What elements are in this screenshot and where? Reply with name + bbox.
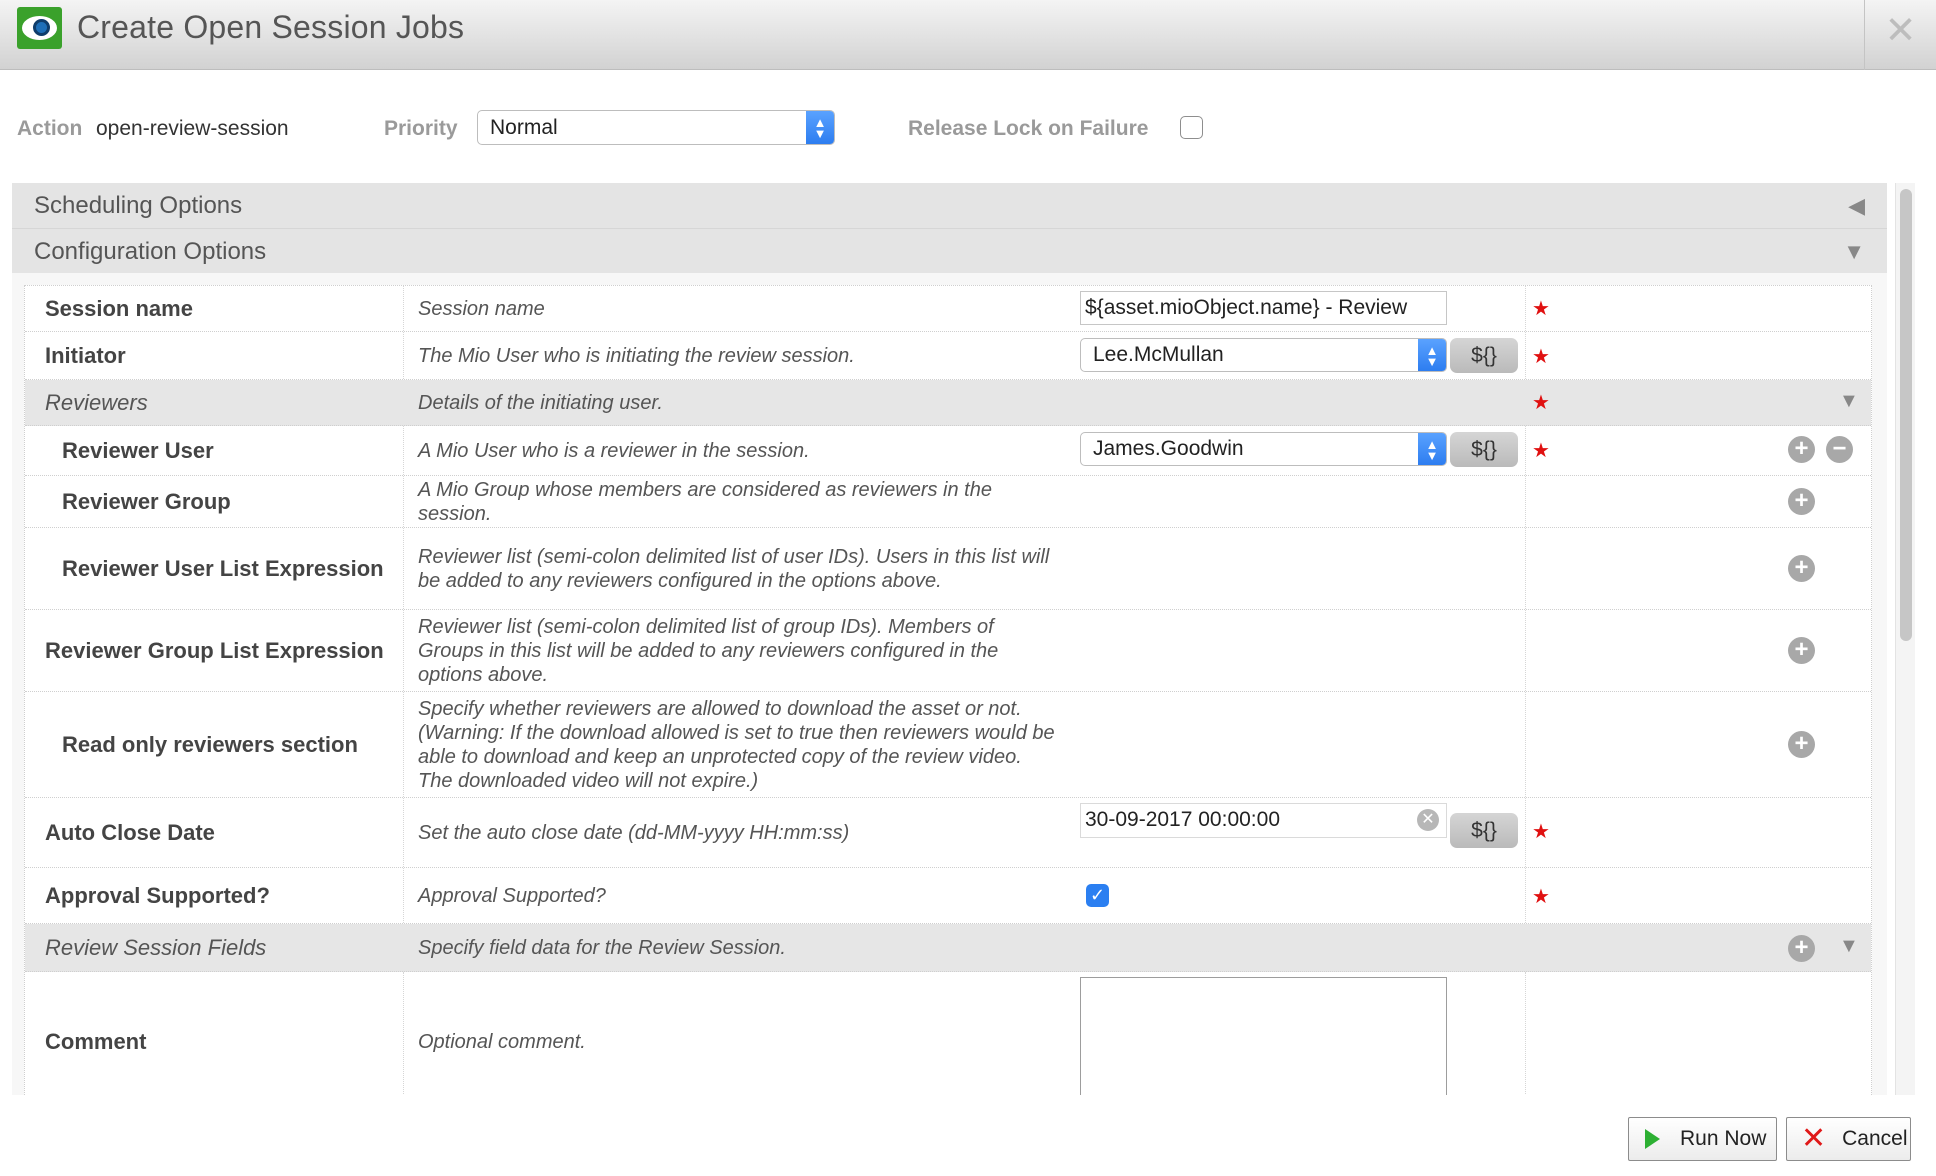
auto-close-expression-button[interactable]: ${} [1450,813,1518,848]
cancel-button[interactable] [1786,1117,1911,1161]
reviewer-user-expression-button[interactable]: ${} [1450,432,1518,467]
initiator-value: Lee.McMullan [1093,343,1224,366]
priority-label: Priority [384,117,458,140]
row-name: Read only reviewers section [62,731,358,757]
run-now-button[interactable] [1628,1117,1777,1161]
expand-down-icon[interactable]: ▼ [1839,390,1859,412]
required-marker-icon: ★ [1532,440,1550,462]
add-icon[interactable]: + [1788,637,1815,664]
reviewer-user-value: James.Goodwin [1093,437,1244,460]
table-row-reviewer-group [25,476,1871,528]
row-description: Session name [418,297,545,320]
auto-close-date-input[interactable]: 30-09-2017 00:00:00 [1080,803,1447,838]
table-row-reviewer-user-list [25,528,1871,610]
expand-down-icon: ▼ [1843,239,1865,264]
vertical-scrollbar[interactable] [1895,183,1915,1095]
table-row-initiator [25,332,1871,380]
required-marker-icon: ★ [1532,392,1550,414]
scheduling-options-label: Scheduling Options [34,192,243,219]
expand-down-icon[interactable]: ▼ [1839,935,1859,957]
row-description: Reviewer list (semi-colon delimited list of user IDs). Users in this list will be added to any reviewers configured in the options above. [418,545,1050,592]
row-name: Reviewer Group [62,488,231,514]
group-description: Specify field data for the Review Session. [418,936,786,959]
row-description: Reviewer list (semi-colon delimited list of group IDs). Members of Groups in this list will be added to any reviewers configured in the options above. [418,615,999,686]
options-panel [12,183,1887,1095]
row-description: Optional comment. [418,1031,586,1053]
add-icon[interactable]: + [1788,935,1815,962]
approval-supported-checkbox[interactable]: ✓ [1086,884,1109,907]
group-description: Details of the initiating user. [418,391,663,414]
group-name: Reviewers [45,389,148,415]
table-row-reviewer-group-list [25,610,1871,692]
priority-select[interactable] [477,110,835,145]
table-row-comment [25,972,1871,1095]
options-table [24,285,1872,1095]
session-name-input[interactable]: ${asset.mioObject.name} - Review [1080,291,1447,325]
row-name: Approval Supported? [45,882,270,908]
table-row-review-session-fields-group [25,924,1871,972]
add-icon[interactable]: + [1788,731,1815,758]
row-name: Reviewer User [62,437,214,463]
required-marker-icon: ★ [1532,821,1550,843]
table-row-read-only-reviewers [25,692,1871,798]
scrollbar-thumb[interactable] [1900,189,1912,641]
action-value: open-review-session [96,117,289,140]
required-marker-icon: ★ [1532,298,1550,320]
configuration-options-header[interactable] [12,228,1887,274]
required-marker-icon: ★ [1532,886,1550,908]
remove-icon[interactable]: − [1826,436,1853,463]
reviewer-user-select[interactable] [1080,432,1447,466]
run-now-label: Run Now [1680,1127,1767,1150]
initiator-expression-button[interactable]: ${} [1450,338,1518,373]
comment-textarea[interactable] [1080,977,1447,1095]
release-lock-label: Release Lock on Failure [908,117,1149,140]
table-row-session-name [25,286,1871,332]
row-name: Reviewer User List Expression [62,555,384,581]
configuration-options-label: Configuration Options [34,238,267,265]
row-description: A Mio Group whose members are considered as reviewers in the session. [418,478,992,525]
required-marker-icon: ★ [1532,346,1550,368]
window-title: Create Open Session Jobs [77,9,465,45]
cancel-label: Cancel [1842,1127,1908,1150]
table-row-approval-supported [25,868,1871,924]
table-row-reviewers-group [25,380,1871,426]
configuration-body [12,273,1887,1095]
cancel-icon: ✕ [1801,1122,1827,1155]
select-arrows-icon: ▲ ▼ [1418,433,1446,465]
title-bar [0,0,1936,70]
close-icon[interactable]: ✕ [1864,0,1936,70]
scheduling-options-header[interactable] [12,183,1887,229]
table-row-reviewer-user [25,426,1871,476]
row-description: Specify whether reviewers are allowed to download the asset or not. (Warning: If the download allowed is set to true then reviewers would be able to download and keep an unprotected copy of the review video. The downloaded video will not expire.) [418,697,1055,792]
add-icon[interactable]: + [1788,436,1815,463]
priority-value: Normal [490,116,558,139]
row-name: Reviewer Group List Expression [45,637,384,663]
row-description: A Mio User who is a reviewer in the session. [418,439,810,462]
select-arrows-icon: ▲ ▼ [1418,339,1446,371]
play-icon [1645,1129,1660,1149]
clear-icon[interactable]: ✕ [1417,809,1439,831]
action-label: Action [17,117,83,140]
release-lock-checkbox[interactable] [1180,116,1203,139]
row-name: Comment [45,1029,147,1054]
initiator-select[interactable] [1080,338,1447,372]
row-description: Approval Supported? [418,884,606,907]
add-icon[interactable]: + [1788,488,1815,515]
row-name: Session name [45,295,193,321]
eye-icon [17,7,62,49]
group-name: Review Session Fields [45,934,267,960]
row-name: Auto Close Date [45,819,215,845]
add-icon[interactable]: + [1788,555,1815,582]
collapse-left-icon: ◀ [1848,193,1865,218]
row-description: Set the auto close date (dd-MM-yyyy HH:mm:ss) [418,821,850,844]
select-arrows-icon: ▲ ▼ [806,111,834,144]
row-name: Initiator [45,342,126,368]
row-description: The Mio User who is initiating the review session. [418,344,855,367]
table-row-auto-close-date [25,798,1871,868]
